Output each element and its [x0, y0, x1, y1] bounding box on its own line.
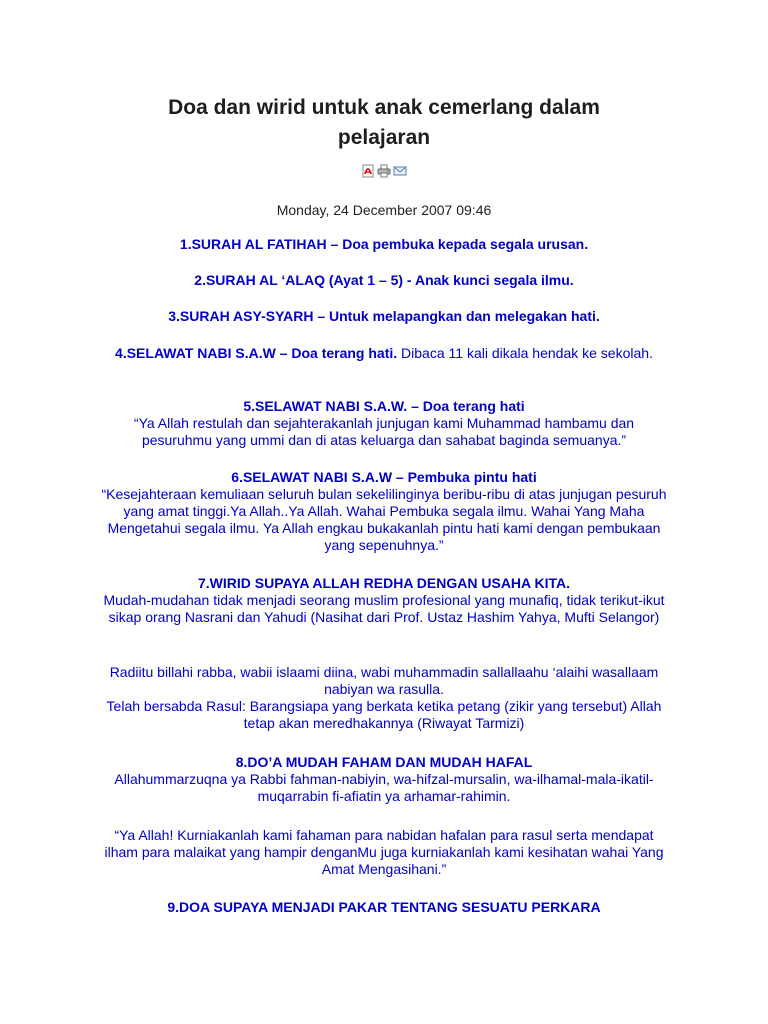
- title-line-1: Doa dan wirid untuk anak cemerlang dalam: [168, 96, 600, 119]
- item-4: [100, 345, 668, 362]
- item-7: [100, 575, 668, 626]
- item-3: 3.SURAH ASY-SYARH – Untuk melapangkan dan melegakan hati.: [168, 308, 600, 324]
- item-5-heading: 5.SELAWAT NABI S.A.W. – Doa terang hati: [243, 398, 525, 414]
- item-8-translation: “Ya Allah! Kurniakanlah kami fahaman para nabidan hafalan para rasul serta mendapat ilham para malaikat yang hampir denganMu juga kurniakanlah kami kesihatan wahai Yang Amat Mengasihani.”: [104, 827, 664, 877]
- item-7-heading: 7.WIRID SUPAYA ALLAH REDHA DENGAN USAHA KITA.: [197, 575, 571, 591]
- item-4-heading: 4.SELAWAT NABI S.A.W – Doa terang hati.: [115, 345, 398, 361]
- title-line-2: pelajaran: [337, 126, 431, 149]
- print-icon[interactable]: [377, 164, 391, 178]
- item-8-body: Allahummarzuqna ya Rabbi fahman-nabiyin, wa-hifzal-mursalin, wa-ilhamal-mala-ikatil-muqarrabin fi-afiatin ya arhamar-rahimin.: [114, 771, 654, 804]
- item-9: 9.DOA SUPAYA MENJADI PAKAR TENTANG SESUATU PERKARA: [167, 899, 601, 915]
- item-4-body: Dibaca 11 kali dikala hendak ke sekolah.: [397, 345, 653, 361]
- item-7-note: Telah bersabda Rasul: Barangsiapa yang berkata ketika petang (zikir yang tersebut) Allah tetap akan meredhakannya (Riwayat Tarmizi): [106, 698, 662, 731]
- pdf-icon[interactable]: [361, 164, 375, 178]
- article-actions: [361, 164, 407, 178]
- item-7-body: Mudah-mudahan tidak menjadi seorang muslim profesional yang munafiq, tidak terikut-ikut sikap orang Nasrani dan Yahudi (Nasihat dari Prof. Ustaz Hashim Yahya, Mufti Selangor): [103, 592, 665, 625]
- item-1: 1.SURAH AL FATIHAH – Doa pembuka kepada segala urusan.: [179, 236, 589, 252]
- item-6: [100, 469, 668, 554]
- item-5: [100, 398, 668, 449]
- item-2: 2.SURAH AL ‘ALAQ (Ayat 1 – 5) - Anak kunci segala ilmu.: [194, 272, 574, 288]
- item-7-wirid: [100, 664, 668, 732]
- article-title: [0, 93, 768, 153]
- email-icon[interactable]: [393, 164, 407, 178]
- item-8-heading: 8.DO’A MUDAH FAHAM DAN MUDAH HAFAL: [235, 754, 533, 770]
- item-6-heading: 6.SELAWAT NABI S.A.W – Pembuka pintu hati: [231, 469, 537, 485]
- item-5-body: “Ya Allah restulah dan sejahterakanlah junjugan kami Muhammad hambamu dan pesuruhmu yang ummi dan di atas keluarga dan sahabat baginda semuanya.”: [133, 415, 635, 448]
- item-6-body: “Kesejahteraan kemuliaan seluruh bulan sekelilinginya beribu-ribu di atas junjugan pesuruh yang amat tinggi.Ya Allah..Ya Allah. Wahai Pembuka segala ilmu. Wahai Yang Maha Mengetahui segala ilmu. Ya Allah engkau bukakanlah pintu hati kami dengan pembukaan yang sepenuhnya.”: [101, 486, 667, 553]
- item-7-wirid-text: Radiitu billahi rabba, wabii islaami diina, wabi muhammadin sallallaahu ‘alaihi wasallaam nabiyan wa rasulla.: [109, 664, 659, 697]
- item-8: [100, 754, 668, 805]
- article-date: Monday, 24 December 2007 09:46: [276, 202, 492, 218]
